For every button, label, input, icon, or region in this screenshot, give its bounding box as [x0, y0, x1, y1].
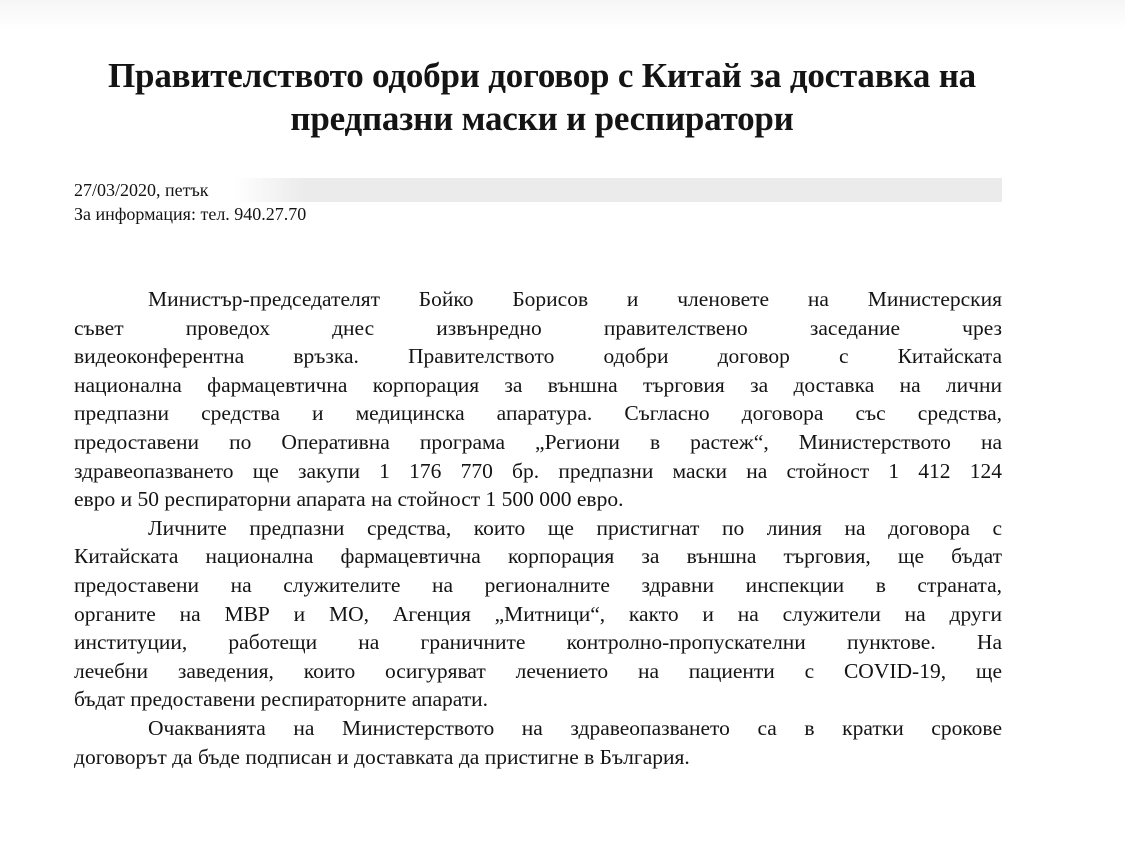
title-line: Правителството одобри договор с Китай за доставка на — [108, 56, 976, 95]
document-title — [40, 54, 1044, 140]
paragraph-1 — [74, 285, 1002, 514]
text-line: евро и 50 респираторни апарата на стойност 1 500 000 евро. — [74, 487, 624, 512]
text-line: предоставени на служителите на регионалните здравни инспекции в страната, — [74, 572, 1002, 597]
text-line: договорът да бъде подписан и доставката да пристигне в България. — [74, 744, 690, 769]
text-line: здравеопазването ще закупи 1 176 770 бр. предпазни маски на стойност 1 412 124 — [74, 458, 1002, 483]
text-line: органите на МВР и МО, Агенция „Митници“, както и на служители на други — [74, 601, 1002, 626]
text-line: съвет проведох днес извънредно правителствено заседание чрез — [74, 315, 1002, 340]
title-line: предпазни маски и респиратори — [290, 99, 794, 138]
text-line: предоставени по Оперативна програма „Региони в растеж“, Министерството на — [74, 429, 1002, 454]
document-body — [74, 285, 1002, 771]
document-meta — [74, 178, 1002, 226]
text-line: лечебни заведения, които осигуряват лечението на пациенти с COVID-19, ще — [74, 658, 1002, 683]
text-line: Личните предпазни средства, които ще пристигнат по линия на договора с — [148, 515, 1002, 540]
text-line: Китайската национална фармацевтична корпорация за външна търговия, ще бъдат — [74, 544, 1002, 569]
paragraph-3 — [74, 714, 1002, 771]
text-line: бъдат предоставени респираторните апарати. — [74, 687, 489, 712]
text-line: Очакванията на Министерството на здравеопазването са в кратки срокове — [148, 715, 1002, 740]
publication-date: 27/03/2020, петък — [74, 178, 1002, 202]
text-line: национална фармацевтична корпорация за външна търговия за доставка на лични — [74, 372, 1002, 397]
contact-info: За информация: тел. 940.27.70 — [74, 204, 307, 224]
paragraph-2 — [74, 514, 1002, 714]
text-line: видеоконферентна връзка. Правителството одобри договор с Китайската — [74, 344, 1002, 369]
text-line: предпазни средства и медицинска апаратура. Съгласно договора със средства, — [74, 401, 1002, 426]
text-line: институции, работещи на граничните контролно-пропускателни пунктове. На — [74, 630, 1002, 655]
text-line: Министър-председателят Бойко Борисов и членовете на Министерския — [148, 287, 1002, 311]
